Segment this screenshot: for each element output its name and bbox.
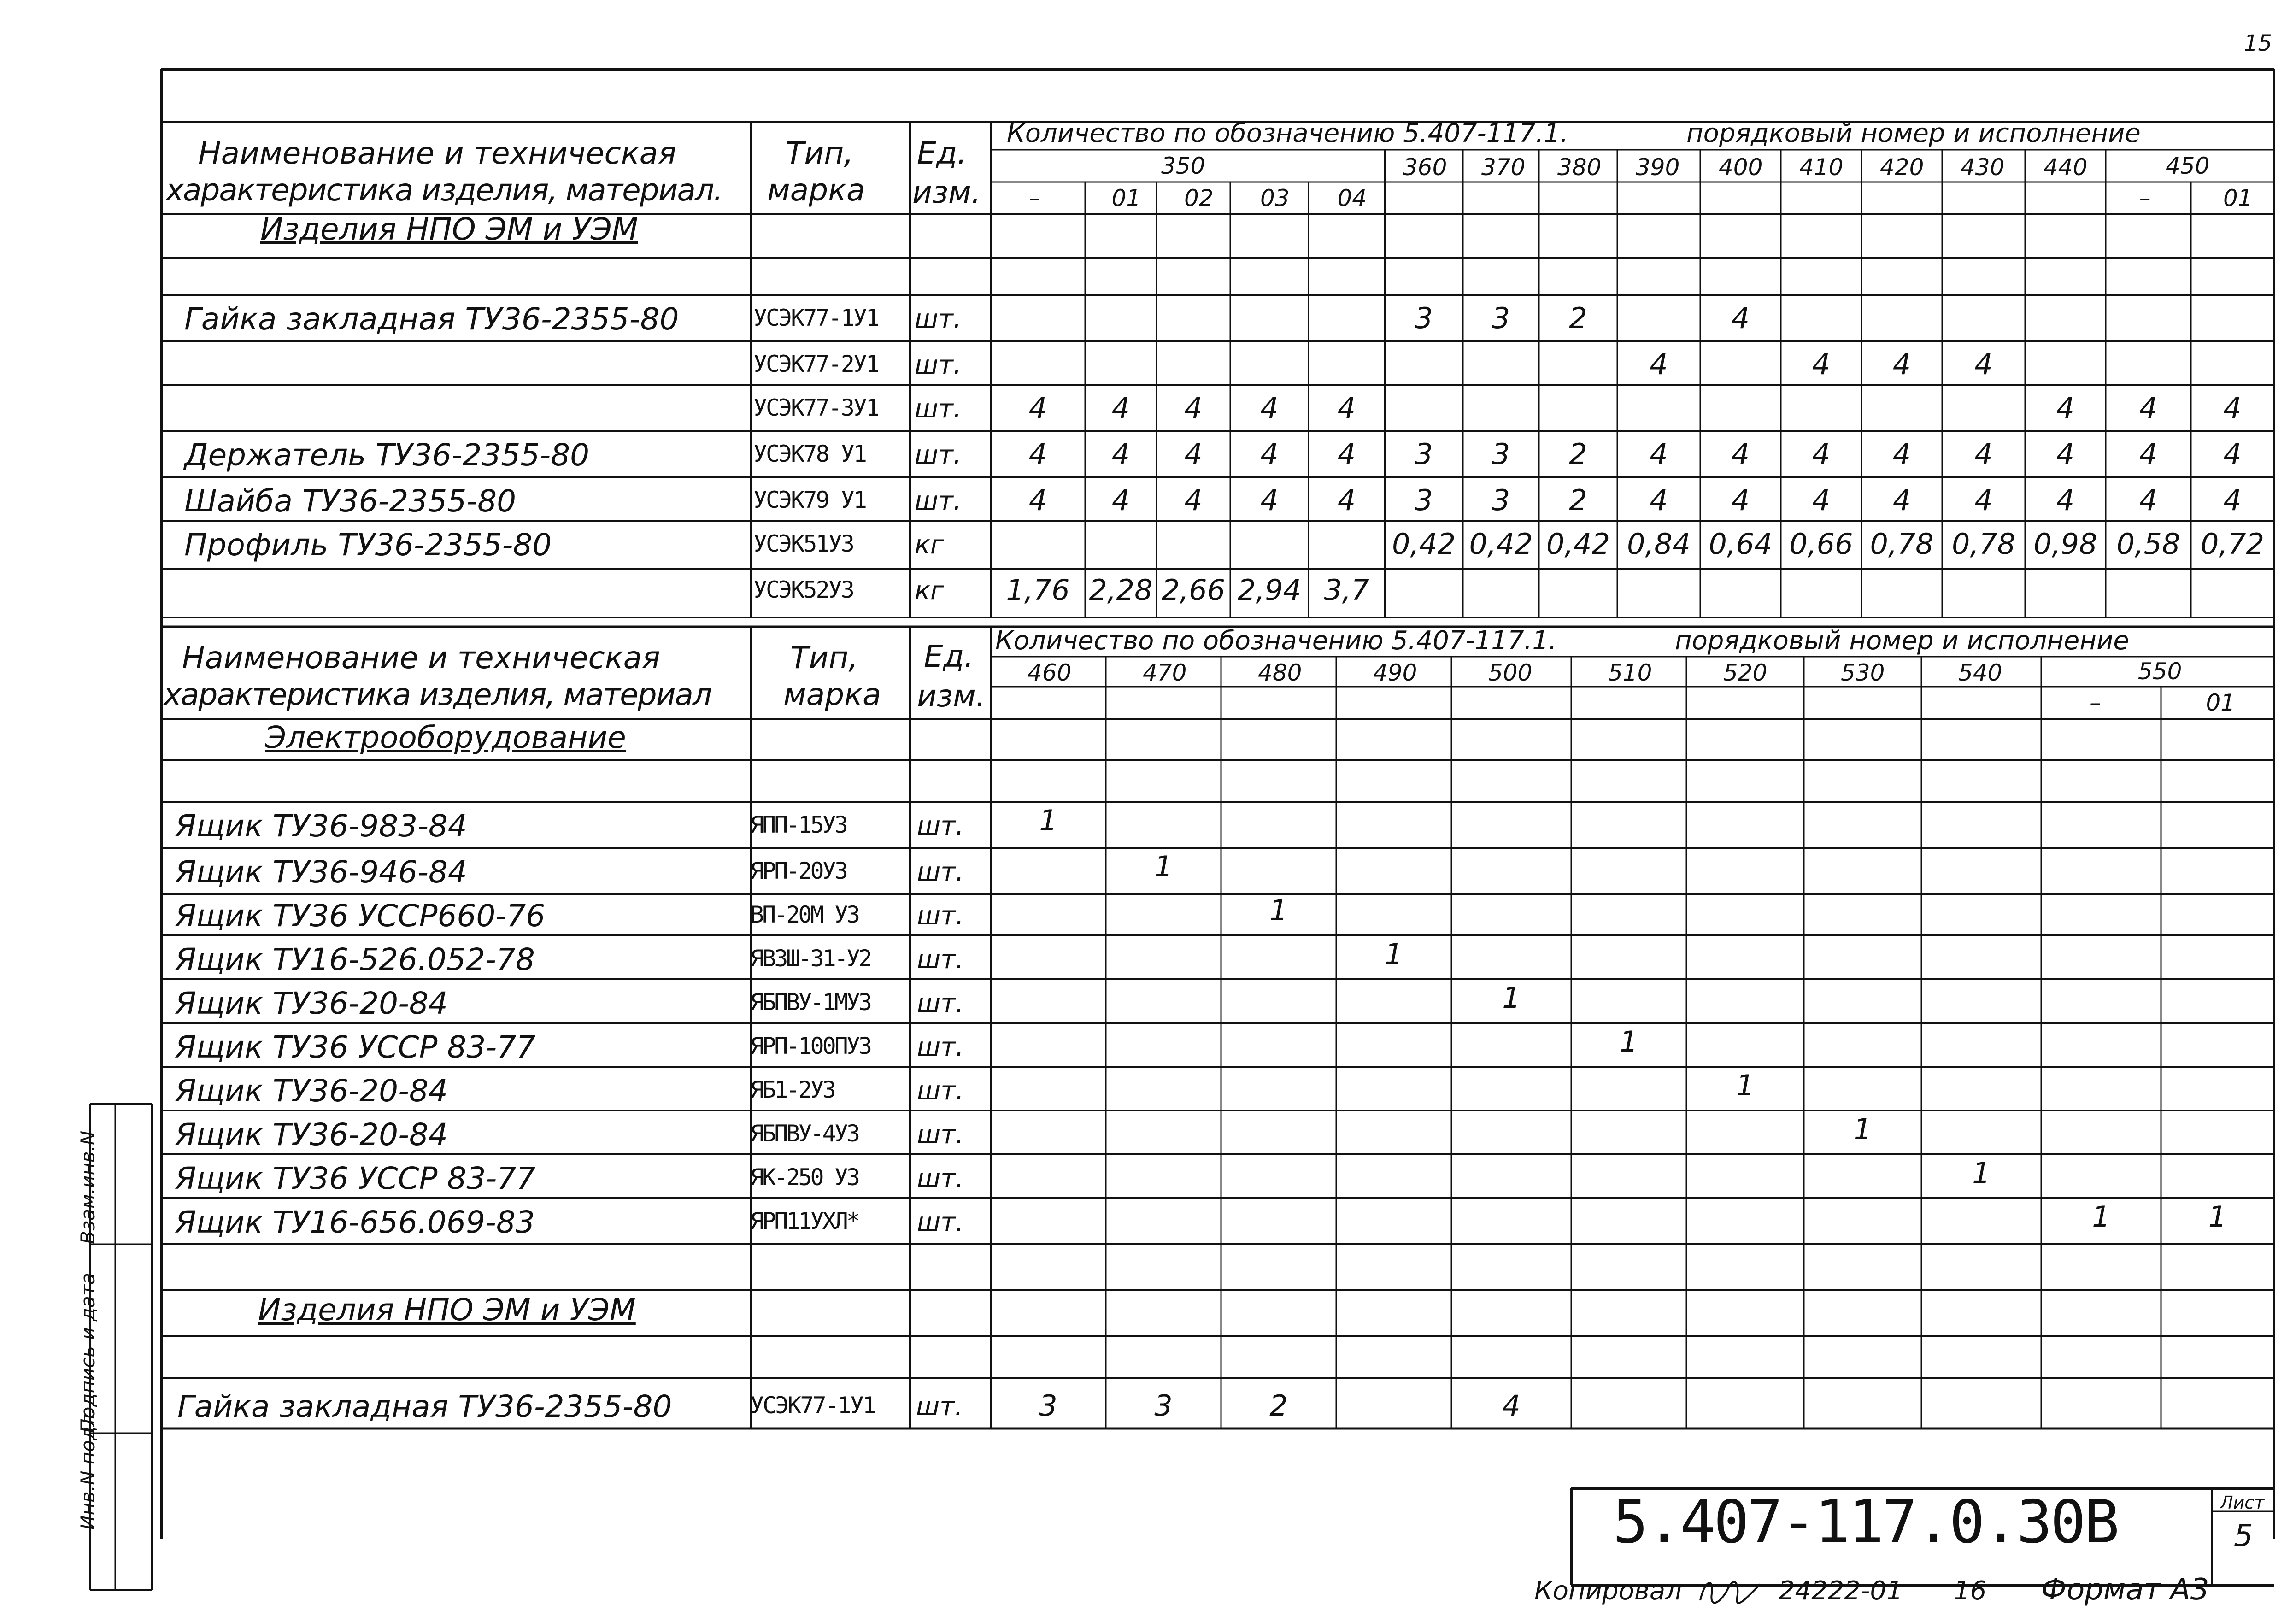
t1-col-number-380: 380 bbox=[1557, 154, 1602, 181]
t1-cell-value: 2 bbox=[1569, 301, 1587, 335]
t2-last-row-type: УСЭК77-1У1 bbox=[750, 1392, 875, 1419]
stamp-inv-podl: Инв.N подл. bbox=[76, 1408, 99, 1530]
t1-cell-value: 4 bbox=[2223, 437, 2242, 471]
t2-col-number-500: 500 bbox=[1488, 659, 1533, 686]
t1-cell-value: 4 bbox=[2139, 437, 2158, 471]
t2-row-type: ЯК-250 У3 bbox=[750, 1164, 858, 1191]
t2-row-name: Ящик ТУ16-526.052-78 bbox=[175, 942, 535, 977]
t1-cell-value: 0,78 bbox=[1951, 527, 2016, 561]
t1-sub-350-4: 04 bbox=[1337, 185, 1367, 212]
t1-col-number-440: 440 bbox=[2043, 154, 2088, 181]
t2-row-unit: шт. bbox=[917, 945, 964, 975]
t2-row-type: ЯРП-20У3 bbox=[750, 858, 846, 884]
t1-cell-value: 0,64 bbox=[1709, 527, 1773, 561]
copier-signature bbox=[1696, 1575, 1765, 1607]
t2-row-type: ЯВЗШ-31-У2 bbox=[750, 945, 871, 972]
t2-cell-value: 1 bbox=[1736, 1069, 1755, 1102]
t2-row-name: Ящик ТУ36-20-84 bbox=[175, 986, 448, 1021]
t2-cell-value: 1 bbox=[2092, 1200, 2110, 1234]
t2-cell-value: 1 bbox=[1853, 1112, 1872, 1146]
t1-col-number-420: 420 bbox=[1880, 154, 1924, 181]
footer-copied: Копировал bbox=[1534, 1576, 1682, 1606]
sheet-label: Лист bbox=[2220, 1493, 2265, 1513]
t2-row-type: ЯРП-100ПУ3 bbox=[750, 1033, 871, 1059]
t1-cell-value: 4 bbox=[1974, 483, 1993, 517]
t1-row-type: УСЭК52У3 bbox=[753, 576, 853, 603]
t1-row-unit: кг bbox=[915, 530, 944, 560]
t1-cell-value: 4 bbox=[1111, 483, 1130, 517]
page-number: 15 bbox=[2244, 30, 2273, 56]
t2-row-unit: шт. bbox=[917, 1032, 964, 1062]
t2-col-number-540: 540 bbox=[1958, 659, 2002, 686]
t2-cell-value: 1 bbox=[1154, 850, 1173, 883]
t2-row-name: Ящик ТУ36 УССР660-76 bbox=[175, 898, 546, 934]
drawing-designation: 5.407-117.0.30В bbox=[1613, 1488, 2118, 1557]
t2-sub-550-1: 01 bbox=[2206, 689, 2236, 716]
stamp-vzam-inv: Взам.инв.N bbox=[76, 1130, 99, 1244]
t1-cell-value: 4 bbox=[1184, 391, 1203, 425]
t2-row-type: ЯБ1-2У3 bbox=[750, 1076, 834, 1103]
t2-col-number-530: 530 bbox=[1841, 659, 1885, 686]
t1-sub-350-2: 02 bbox=[1184, 185, 1214, 212]
t2-row-name: Ящик ТУ36-20-84 bbox=[175, 1073, 448, 1109]
t1-row-type: УСЭК79 У1 bbox=[753, 487, 866, 513]
t1-cell-value: 4 bbox=[1028, 391, 1047, 425]
t1-group-350: 350 bbox=[1161, 153, 1205, 179]
t1-cell-value: 4 bbox=[1337, 391, 1356, 425]
t1-sub-350-0: – bbox=[1028, 185, 1040, 212]
t1-cell-value: 0,58 bbox=[2116, 527, 2180, 561]
t1-col-number-400: 400 bbox=[1719, 154, 1763, 181]
t1-cell-value: 4 bbox=[1111, 391, 1130, 425]
t1-cell-value: 4 bbox=[1184, 437, 1203, 471]
footer-order: 24222-01 bbox=[1779, 1576, 1903, 1606]
t1-row-unit: шт. bbox=[915, 304, 962, 334]
t1-row-name: Профиль ТУ36-2355-80 bbox=[184, 527, 552, 563]
t2-row-type: ЯБПВУ-1МУ3 bbox=[750, 989, 871, 1016]
t1-cell-value: 0,42 bbox=[1546, 527, 1610, 561]
t2-row-unit: шт. bbox=[917, 857, 964, 887]
t1-col-number-370: 370 bbox=[1481, 154, 1526, 181]
t1-cell-value: 3 bbox=[1492, 483, 1510, 517]
t2-cell-value: 1 bbox=[1502, 981, 1521, 1015]
footer-order-sheet: 16 bbox=[1954, 1576, 1987, 1606]
t1-sub-450-0: – bbox=[2139, 185, 2151, 212]
t2-unit-header-line1: Ед. bbox=[924, 639, 974, 674]
t2-row-name: Ящик ТУ36-946-84 bbox=[175, 854, 467, 890]
t1-row-unit: шт. bbox=[915, 440, 962, 470]
t1-cell-value: 2 bbox=[1569, 483, 1587, 517]
t2-col-number-490: 490 bbox=[1373, 659, 1417, 686]
t2-row-name: Ящик ТУ36 УССР 83-77 bbox=[175, 1161, 536, 1196]
t1-cell-value: 3 bbox=[1492, 437, 1510, 471]
t2-col-number-520: 520 bbox=[1723, 659, 1768, 686]
t1-sub-350-3: 03 bbox=[1260, 185, 1290, 212]
t2-last-cell-value: 3 bbox=[1039, 1389, 1057, 1422]
footer-format: Формат А3 bbox=[2041, 1573, 2209, 1607]
t2-last-cell-value: 2 bbox=[1269, 1389, 1288, 1422]
t2-col-number-460: 460 bbox=[1028, 659, 1072, 686]
t1-cell-value: 2,28 bbox=[1089, 573, 1153, 607]
t2-type-header-line2: марка bbox=[783, 677, 881, 712]
t1-cell-value: 4 bbox=[1650, 437, 1668, 471]
t2-col-number-480: 480 bbox=[1258, 659, 1302, 686]
t1-row-type: УСЭК77-2У1 bbox=[753, 351, 879, 377]
t1-row-type: УСЭК78 У1 bbox=[753, 441, 866, 467]
t1-cell-value: 3 bbox=[1415, 437, 1433, 471]
t1-cell-value: 4 bbox=[2223, 483, 2242, 517]
t2-sub-550-0: – bbox=[2090, 689, 2101, 716]
t2-row-name: Ящик ТУ36-20-84 bbox=[175, 1117, 448, 1152]
t1-row-name: Держатель ТУ36-2355-80 bbox=[184, 437, 590, 473]
t1-section-title: Изделия НПО ЭМ и УЭМ bbox=[260, 212, 638, 247]
t2-cell-value: 1 bbox=[2208, 1200, 2227, 1234]
t1-row-type: УСЭК77-3У1 bbox=[753, 394, 879, 421]
t2-col-number-470: 470 bbox=[1143, 659, 1187, 686]
t2-cell-value: 1 bbox=[1385, 937, 1403, 971]
t1-qty-header-left: Количество по обозначению 5.407-117.1. bbox=[1007, 118, 1568, 148]
t1-cell-value: 4 bbox=[2056, 391, 2075, 425]
t1-row-type: УСЭК77-1У1 bbox=[753, 305, 879, 331]
t1-row-name: Гайка закладная ТУ36-2355-80 bbox=[184, 301, 679, 337]
t2-qty-header-right: порядковый номер и исполнение bbox=[1675, 626, 2129, 656]
t1-cell-value: 4 bbox=[1337, 437, 1356, 471]
t1-cell-value: 4 bbox=[2223, 391, 2242, 425]
t2-group-550: 550 bbox=[2138, 658, 2182, 685]
t1-cell-value: 0,42 bbox=[1392, 527, 1456, 561]
t2-name-header-line1: Наименование и техническая bbox=[182, 640, 660, 676]
t2-cell-value: 1 bbox=[1269, 893, 1288, 927]
t2-section-title: Электрооборудование bbox=[265, 720, 626, 755]
t1-cell-value: 3 bbox=[1492, 301, 1510, 335]
t2-col-number-510: 510 bbox=[1608, 659, 1652, 686]
t1-cell-value: 4 bbox=[1892, 483, 1911, 517]
t1-cell-value: 2 bbox=[1569, 437, 1587, 471]
t1-cell-value: 4 bbox=[1812, 347, 1831, 381]
t1-col-number-410: 410 bbox=[1799, 154, 1844, 181]
t1-group-450: 450 bbox=[2166, 153, 2210, 179]
t2-last-row-name: Гайка закладная ТУ36-2355-80 bbox=[177, 1389, 672, 1424]
t2-row-unit: шт. bbox=[917, 1164, 964, 1193]
t1-cell-value: 4 bbox=[1260, 437, 1279, 471]
t1-cell-value: 4 bbox=[1028, 437, 1047, 471]
t1-row-unit: шт. bbox=[915, 486, 962, 516]
t1-cell-value: 4 bbox=[1028, 483, 1047, 517]
stamp-podpis-data: Подпись и дата bbox=[76, 1273, 99, 1433]
sheet-number: 5 bbox=[2234, 1518, 2253, 1553]
t1-col-number-430: 430 bbox=[1961, 154, 2005, 181]
t1-cell-value: 0,72 bbox=[2200, 527, 2265, 561]
t1-qty-header-right: порядковый номер и исполнение bbox=[1686, 118, 2141, 148]
t1-cell-value: 4 bbox=[1731, 437, 1750, 471]
t1-cell-value: 4 bbox=[2139, 483, 2158, 517]
t2-row-unit: шт. bbox=[917, 811, 964, 841]
t1-sub-450-1: 01 bbox=[2223, 185, 2253, 212]
t1-cell-value: 0,84 bbox=[1627, 527, 1691, 561]
t1-row-name: Шайба ТУ36-2355-80 bbox=[184, 483, 517, 519]
t2-row-unit: шт. bbox=[917, 901, 964, 931]
t2-row-type: ЯБПВУ-4У3 bbox=[750, 1120, 858, 1147]
t1-cell-value: 0,66 bbox=[1789, 527, 1853, 561]
t1-name-header-line1: Наименование и техническая bbox=[198, 135, 676, 171]
t2-row-unit: шт. bbox=[917, 1207, 964, 1237]
t1-cell-value: 4 bbox=[1111, 437, 1130, 471]
t1-col-number-390: 390 bbox=[1636, 154, 1680, 181]
t1-cell-value: 2,66 bbox=[1161, 573, 1226, 607]
t2-row-type: ЯРП11УХЛ* bbox=[750, 1208, 858, 1234]
t2-qty-header-left: Количество по обозначению 5.407-117.1. bbox=[995, 626, 1557, 656]
t2-name-header-line2: характеристика изделия, материал bbox=[164, 677, 711, 712]
t1-cell-value: 4 bbox=[1892, 437, 1911, 471]
t1-cell-value: 4 bbox=[1650, 347, 1668, 381]
t1-cell-value: 4 bbox=[2056, 483, 2075, 517]
t2-row-unit: шт. bbox=[917, 988, 964, 1018]
t1-cell-value: 4 bbox=[1812, 437, 1831, 471]
t1-cell-value: 3 bbox=[1415, 301, 1433, 335]
t1-cell-value: 4 bbox=[1974, 347, 1993, 381]
t1-sub-350-1: 01 bbox=[1111, 185, 1141, 212]
t1-cell-value: 4 bbox=[1974, 437, 1993, 471]
t2-last-cell-value: 3 bbox=[1154, 1389, 1173, 1422]
t1-cell-value: 4 bbox=[2139, 391, 2158, 425]
t1-cell-value: 2,94 bbox=[1237, 573, 1302, 607]
t1-unit-header-line1: Ед. bbox=[917, 135, 967, 171]
t2-row-name: Ящик ТУ36 УССР 83-77 bbox=[175, 1029, 536, 1065]
t1-cell-value: 4 bbox=[1184, 483, 1203, 517]
t2-section2-title: Изделия НПО ЭМ и УЭМ bbox=[258, 1292, 636, 1328]
t1-cell-value: 1,76 bbox=[1006, 573, 1070, 607]
t1-cell-value: 3,7 bbox=[1324, 573, 1369, 607]
t1-cell-value: 0,98 bbox=[2033, 527, 2097, 561]
t2-row-name: Ящик ТУ16-656.069-83 bbox=[175, 1205, 535, 1240]
t2-cell-value: 1 bbox=[1039, 804, 1057, 837]
t1-cell-value: 4 bbox=[1731, 483, 1750, 517]
t1-row-unit: кг bbox=[915, 576, 944, 606]
t1-type-header-line2: марка bbox=[767, 172, 865, 208]
t1-row-unit: шт. bbox=[915, 350, 962, 380]
t2-cell-value: 1 bbox=[1972, 1156, 1991, 1190]
t1-cell-value: 4 bbox=[1260, 483, 1279, 517]
t1-cell-value: 4 bbox=[1260, 391, 1279, 425]
t1-name-header-line2: характеристика изделия, материал. bbox=[166, 172, 722, 208]
t1-cell-value: 4 bbox=[2056, 437, 2075, 471]
t1-row-unit: шт. bbox=[915, 394, 962, 424]
t2-cell-value: 1 bbox=[1620, 1025, 1638, 1058]
t2-row-name: Ящик ТУ36-983-84 bbox=[175, 808, 467, 844]
t1-cell-value: 0,42 bbox=[1469, 527, 1533, 561]
t1-cell-value: 4 bbox=[1892, 347, 1911, 381]
t1-col-number-360: 360 bbox=[1403, 154, 1447, 181]
t1-row-type: УСЭК51У3 bbox=[753, 530, 853, 557]
t2-row-type: ЯПП-15У3 bbox=[750, 811, 846, 838]
t2-unit-header-line2: изм. bbox=[917, 678, 986, 714]
t2-type-header-line1: Тип, bbox=[790, 640, 858, 676]
t1-cell-value: 4 bbox=[1337, 483, 1356, 517]
t1-unit-header-line2: изм. bbox=[912, 175, 981, 210]
t1-cell-value: 4 bbox=[1650, 483, 1668, 517]
t2-row-type: ВП-20М У3 bbox=[750, 901, 858, 928]
t1-cell-value: 0,78 bbox=[1870, 527, 1934, 561]
t1-cell-value: 4 bbox=[1812, 483, 1831, 517]
t1-cell-value: 4 bbox=[1731, 301, 1750, 335]
t2-row-unit: шт. bbox=[917, 1120, 964, 1150]
t2-row-unit: шт. bbox=[917, 1076, 964, 1106]
t2-last-row-unit: шт. bbox=[916, 1392, 963, 1422]
t2-last-cell-value: 4 bbox=[1502, 1389, 1521, 1422]
t1-cell-value: 3 bbox=[1415, 483, 1433, 517]
t1-type-header-line1: Тип, bbox=[786, 135, 854, 171]
